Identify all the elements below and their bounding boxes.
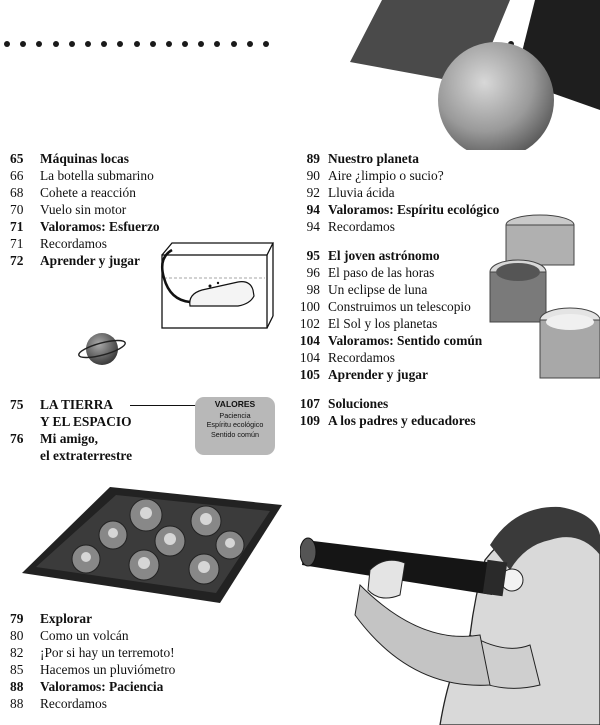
page-number: 104	[299, 350, 320, 365]
entry-label: Valoramos: Espíritu ecológico	[328, 202, 500, 217]
entry-label: Cohete a reacción	[40, 185, 136, 200]
entry-label: Explorar	[40, 611, 93, 626]
entry-label: Valoramos: Esfuerzo	[40, 219, 160, 234]
dot	[150, 41, 156, 47]
unit-title-line1: LA TIERRA	[40, 397, 114, 412]
dot	[20, 41, 26, 47]
dot	[182, 41, 188, 47]
toc-entry	[298, 184, 499, 201]
page-number: 109	[299, 413, 320, 428]
connector-line	[130, 405, 196, 406]
page-number: 82	[10, 645, 24, 660]
dot	[53, 41, 59, 47]
toc-right-column-a	[298, 150, 499, 235]
dot	[101, 41, 107, 47]
toc-left-column	[10, 150, 160, 269]
unit-title-block	[10, 396, 132, 464]
entry-label: Valoramos: Sentido común	[328, 333, 483, 348]
toc-entry	[298, 167, 499, 184]
dot	[247, 41, 253, 47]
toc-entry	[298, 218, 499, 235]
toc-right-column-c	[298, 395, 476, 429]
valores-box	[195, 397, 275, 455]
page-number: 107	[299, 396, 320, 411]
toc-entry	[298, 201, 499, 218]
page-number: 94	[306, 219, 320, 234]
entry-label: Recordamos	[40, 236, 107, 251]
planet-ring-icon	[78, 330, 130, 370]
toc-entry	[298, 332, 482, 349]
page-number: 90	[306, 168, 320, 183]
dot	[263, 41, 269, 47]
page-number: 98	[306, 282, 320, 297]
dot	[4, 41, 10, 47]
toc-entry	[298, 412, 476, 429]
page-number: 89	[306, 151, 320, 166]
entry-label: El paso de las horas	[328, 265, 435, 280]
unit-sub-number: 76	[10, 431, 24, 446]
dot	[198, 41, 204, 47]
dot	[117, 41, 123, 47]
page-number: 68	[10, 185, 24, 200]
toc-entry	[298, 150, 499, 167]
toc-entry	[10, 695, 175, 712]
page-number: 88	[10, 696, 24, 711]
toc-entry	[10, 627, 175, 644]
entry-label: Nuestro planeta	[328, 151, 419, 166]
toc-entry	[298, 349, 482, 366]
entry-label: Vuelo sin motor	[40, 202, 127, 217]
dot	[214, 41, 220, 47]
dot	[166, 41, 172, 47]
dot	[36, 41, 42, 47]
toc-entry	[10, 167, 160, 184]
page-number: 96	[306, 265, 320, 280]
toc-entry	[298, 366, 482, 383]
entry-label: Recordamos	[328, 219, 395, 234]
boy-telescope-illustration	[300, 485, 600, 725]
entry-label: Construimos un telescopio	[328, 299, 471, 314]
page-number: 65	[10, 151, 24, 166]
toc-entry	[298, 298, 482, 315]
entry-label: Valoramos: Paciencia	[40, 679, 164, 694]
page-number: 72	[10, 253, 24, 268]
page-number: 80	[10, 628, 24, 643]
entry-label: Hacemos un pluviómetro	[40, 662, 176, 677]
page-number: 102	[299, 316, 320, 331]
page-number: 85	[10, 662, 24, 677]
entry-label: Lluvia ácida	[328, 185, 395, 200]
entry-label: Recordamos	[40, 696, 107, 711]
valores-item: Paciencia	[219, 410, 251, 420]
bottle-tank-illustration	[150, 238, 280, 333]
page-number: 94	[306, 202, 320, 217]
dot	[85, 41, 91, 47]
toc-entry	[10, 201, 160, 218]
page-number: 104	[299, 333, 320, 348]
bottle-icon	[190, 282, 254, 306]
entry-label: Soluciones	[328, 396, 389, 411]
unit-title-line2: Y EL ESPACIO	[40, 414, 132, 429]
entry-label: ¡Por si hay un terremoto!	[40, 645, 175, 660]
page-number: 71	[10, 236, 24, 251]
unit-number: 75	[10, 397, 24, 412]
page-number: 79	[10, 611, 24, 626]
entry-label: Recordamos	[328, 350, 395, 365]
paint-pots-illustration	[478, 210, 600, 385]
toc-entry	[10, 610, 175, 627]
unit-sub-line2: el extraterrestre	[40, 448, 133, 463]
toc-bottom-column	[10, 610, 175, 712]
toc-entry	[298, 281, 482, 298]
page-number: 70	[10, 202, 24, 217]
toc-entry	[298, 315, 482, 332]
page-number: 100	[299, 299, 320, 314]
toc-entry	[10, 184, 160, 201]
dark-panels-illustration	[330, 0, 600, 150]
entry-label: Aire ¿limpio o sucio?	[328, 168, 444, 183]
entry-label: Como un volcán	[40, 628, 129, 643]
entry-label: El Sol y los planetas	[328, 316, 438, 331]
toc-entry	[10, 678, 175, 695]
entry-label: El joven astrónomo	[328, 248, 440, 263]
unit-sub-line1: Mi amigo,	[40, 431, 99, 446]
valores-item: Espíritu ecológico	[206, 420, 264, 429]
entry-label: Aprender y jugar	[40, 253, 140, 268]
entry-label: Un eclipse de luna	[328, 282, 428, 297]
page-number: 71	[10, 219, 24, 234]
page-number: 95	[306, 248, 320, 263]
page-number: 88	[10, 679, 24, 694]
page-number: 105	[299, 367, 320, 382]
toc-entry	[10, 150, 160, 167]
entry-label: A los padres y educadores	[328, 413, 476, 428]
entry-label: Aprender y jugar	[328, 367, 428, 382]
toc-entry	[10, 252, 160, 269]
cookie-tray-illustration	[20, 485, 285, 605]
dot	[69, 41, 75, 47]
toc-entry	[10, 661, 175, 678]
toc-entry	[10, 644, 175, 661]
toc-entry	[10, 218, 160, 235]
toc-entry	[298, 247, 482, 264]
toc-entry	[10, 235, 160, 252]
dot	[134, 41, 140, 47]
dot	[231, 41, 237, 47]
toc-right-column-b	[298, 247, 482, 383]
entry-label: Máquinas locas	[40, 151, 129, 166]
dotted-rule-left	[4, 41, 279, 47]
valores-title: VALORES	[214, 399, 256, 409]
valores-item: Sentido común	[211, 429, 259, 439]
toc-entry	[298, 395, 476, 412]
entry-label: La botella submarino	[40, 168, 154, 183]
toc-entry	[298, 264, 482, 281]
page-number: 66	[10, 168, 24, 183]
page-number: 92	[306, 185, 320, 200]
